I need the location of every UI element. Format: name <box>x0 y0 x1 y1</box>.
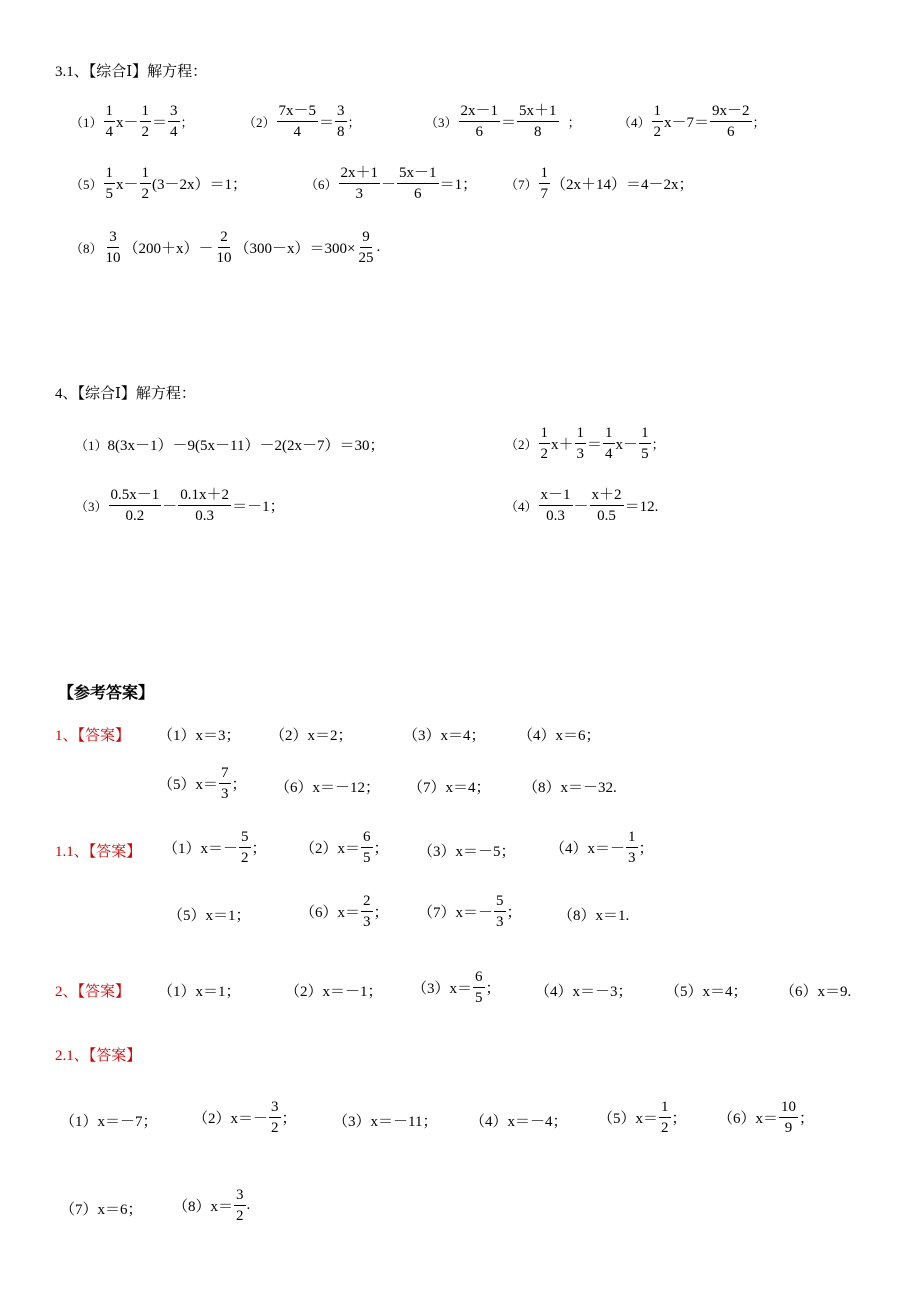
answer-2-4 <box>535 980 633 1001</box>
math-text: 2x－1 <box>459 102 501 122</box>
problem-3-1-4 <box>618 102 766 141</box>
fraction <box>517 102 559 141</box>
math-text: ； <box>251 841 267 857</box>
section-3-1-title <box>55 60 207 81</box>
fraction <box>357 228 376 267</box>
math-text: 1 <box>659 1098 671 1118</box>
math-text: （2）x＝ <box>300 841 361 857</box>
fraction <box>626 828 638 867</box>
problem-4-4 <box>505 486 658 525</box>
math-text: ； <box>231 777 247 793</box>
answer-1-5 <box>158 764 247 803</box>
answer-1-1 <box>158 724 241 745</box>
answer-1-1-3 <box>418 840 516 861</box>
fraction <box>494 892 506 931</box>
problem-3-1-8 <box>70 228 380 267</box>
answer-1-1-1 <box>163 828 267 867</box>
answer-2-tag <box>55 980 130 1001</box>
math-text: 0.2 <box>125 508 145 524</box>
math-text: （5）x＝4； <box>665 984 748 1000</box>
math-text: 5 <box>494 892 506 912</box>
math-text: （2）x＝2； <box>270 728 353 744</box>
answer-1-1-tag <box>55 840 141 861</box>
math-text: ； <box>347 115 361 130</box>
math-text: ； <box>567 115 581 130</box>
fraction <box>239 828 251 867</box>
math-text: （2x＋14）＝4－2x； <box>551 177 694 193</box>
math-text: （3）x＝－11； <box>333 1114 438 1130</box>
math-text: （1） <box>75 438 108 453</box>
math-text: 3 <box>628 850 636 866</box>
math-text: 5 <box>105 186 114 202</box>
math-text: （4）x＝6； <box>518 728 601 744</box>
math-text: 5 <box>475 990 483 1006</box>
fraction <box>104 228 123 267</box>
answer-2-3 <box>412 968 501 1007</box>
math-text: 0.5x－1 <box>109 486 162 506</box>
math-text: （2）x＝－1； <box>285 984 383 1000</box>
math-text: 1 <box>626 828 638 848</box>
math-text: （4）x＝－4； <box>470 1114 568 1130</box>
math-text: （4）x＝－3； <box>535 984 633 1000</box>
math-text: ＝12. <box>624 499 659 515</box>
fraction <box>140 102 152 141</box>
fraction <box>168 102 180 141</box>
answer-2-2 <box>285 980 383 1001</box>
math-text: － <box>381 177 397 193</box>
answers-title <box>58 680 154 703</box>
math-text: 2 <box>361 892 373 912</box>
answer-2-1-tag <box>55 1044 141 1065</box>
math-text: ＝－1； <box>232 499 285 515</box>
math-text: 2 <box>236 1208 244 1224</box>
fraction <box>473 968 485 1007</box>
math-text: 6 <box>414 186 422 202</box>
math-text: 2 <box>141 124 150 140</box>
math-text: （8）x＝1. <box>558 908 630 924</box>
math-text: 8(3x－1）－9(5x－11）－2(2x－7）＝30； <box>107 438 385 454</box>
fraction <box>215 228 234 267</box>
math-text: （2）x＝－ <box>193 1111 269 1127</box>
math-text: 2 <box>271 1120 279 1136</box>
math-text: 2.1、【答案】 <box>55 1048 142 1064</box>
answer-2-1-4 <box>470 1110 568 1131</box>
math-text: （5）x＝ <box>598 1111 659 1127</box>
math-text: 9 <box>784 1120 793 1136</box>
answer-2-6 <box>780 980 851 1001</box>
math-text: 1 <box>575 424 587 444</box>
math-text: （7）x＝6； <box>60 1202 143 1218</box>
math-text: － <box>162 499 178 515</box>
answer-2-1-5 <box>598 1098 687 1137</box>
math-text: ； <box>671 1111 687 1127</box>
problem-3-1-6 <box>305 164 477 203</box>
math-text: ； <box>651 437 665 452</box>
fraction <box>639 424 651 463</box>
math-text: 0.3 <box>195 508 215 524</box>
math-text: ＝ <box>587 437 603 453</box>
math-text: 4 <box>105 124 114 140</box>
math-text: 5 <box>239 828 251 848</box>
math-text: 3.1、【综合Ⅰ】解方程： <box>55 64 208 80</box>
math-text: （200＋x）－ <box>123 241 214 257</box>
math-text: 25 <box>358 250 374 266</box>
math-text: （6）x＝ <box>718 1111 779 1127</box>
fraction <box>710 102 752 141</box>
math-text: 1 <box>539 424 551 444</box>
math-text: 2 <box>540 446 549 462</box>
math-text: 3 <box>221 786 229 802</box>
answer-2-1-8 <box>173 1186 250 1225</box>
math-text: ； <box>485 981 501 997</box>
answer-2-1-2 <box>193 1098 297 1137</box>
math-text: （5）x＝ <box>158 777 219 793</box>
math-text: （6）x＝ <box>300 905 361 921</box>
math-text: 1 <box>104 164 116 184</box>
math-text: 1 <box>140 102 152 122</box>
math-text: x－7＝ <box>664 115 710 131</box>
problem-3-1-7 <box>505 164 694 203</box>
math-text: （2） <box>243 115 276 130</box>
math-text: 1 <box>603 424 615 444</box>
math-text: （300－x）＝300× <box>234 241 356 257</box>
math-text: 1 <box>539 164 551 184</box>
fraction <box>539 164 551 203</box>
math-text: 2x＋1 <box>339 164 381 184</box>
math-text: 7 <box>540 186 549 202</box>
fraction <box>104 164 116 203</box>
fraction <box>361 828 373 867</box>
math-text: 1.1、【答案】 <box>55 844 142 860</box>
math-text: 6 <box>473 968 485 988</box>
math-text: 3 <box>168 102 180 122</box>
math-text: （7） <box>505 177 538 192</box>
math-text: ； <box>281 1111 297 1127</box>
math-text: 3 <box>363 914 371 930</box>
math-text: 1 <box>652 102 664 122</box>
answer-1-1-4 <box>550 828 654 867</box>
fraction <box>219 764 231 803</box>
fraction <box>335 102 347 141</box>
fraction <box>603 424 615 463</box>
math-text: 7 <box>219 764 231 784</box>
math-text: 4 <box>605 446 613 462</box>
math-text: （1）x＝1； <box>158 984 241 1000</box>
math-text: （4） <box>505 499 538 514</box>
math-text: ＝ <box>152 115 168 131</box>
answer-1-6 <box>275 776 380 797</box>
math-text: 2 <box>218 228 230 248</box>
math-text: x－1 <box>539 486 573 506</box>
answer-1-7 <box>408 776 491 797</box>
math-text: x－ <box>615 437 639 453</box>
math-text: （1）x＝－7； <box>60 1114 158 1130</box>
math-text: 9x－2 <box>710 102 752 122</box>
math-text: 6 <box>475 124 484 140</box>
math-text: 10 <box>779 1098 798 1118</box>
math-text: 5x＋1 <box>517 102 559 122</box>
math-text: 6 <box>727 124 735 140</box>
math-text: x－ <box>116 115 139 131</box>
math-text: （6）x＝9. <box>780 984 852 1000</box>
problem-3-1-5 <box>70 164 247 203</box>
math-text: 2、【答案】 <box>55 984 131 1000</box>
math-text: 0.1x＋2 <box>178 486 231 506</box>
math-text: （7）x＝－ <box>418 905 494 921</box>
fraction <box>234 1186 246 1225</box>
math-text: 5 <box>363 850 371 866</box>
math-text: （2） <box>505 437 538 452</box>
math-text: ； <box>180 115 194 130</box>
math-text: ； <box>799 1111 815 1127</box>
fraction <box>539 424 551 463</box>
answer-2-5 <box>665 980 748 1001</box>
math-text: 0.5 <box>597 508 616 524</box>
math-text: 3 <box>335 102 347 122</box>
math-text: ＝1； <box>439 177 478 193</box>
math-text: （5） <box>70 177 103 192</box>
problem-3-1-1 <box>70 102 194 141</box>
fraction <box>397 164 439 203</box>
fraction <box>104 102 116 141</box>
math-text: 3 <box>496 914 504 930</box>
math-text: （1）x＝3； <box>158 728 241 744</box>
math-text: （6） <box>305 177 338 192</box>
answer-1-1-5 <box>168 904 251 925</box>
problem-4-1 <box>75 434 384 455</box>
answer-1-3 <box>403 724 486 745</box>
answer-1-4 <box>518 724 601 745</box>
answer-1-tag <box>55 724 130 745</box>
fraction <box>140 164 152 203</box>
answer-1-2 <box>270 724 353 745</box>
fraction <box>178 486 231 525</box>
math-text: x＋2 <box>590 486 624 506</box>
math-text: . <box>246 1197 251 1213</box>
math-text: ； <box>373 841 389 857</box>
math-text: ； <box>752 115 766 130</box>
math-text: （8） <box>70 241 103 256</box>
answer-2-1-7 <box>60 1198 143 1219</box>
math-text: ＝ <box>501 115 517 131</box>
answer-1-1-7 <box>418 892 522 931</box>
problem-3-1-2 <box>243 102 361 141</box>
math-text: 4、【综合Ⅰ】解方程： <box>55 386 196 402</box>
math-text: （5）x＝1； <box>168 908 251 924</box>
answer-2-1-3 <box>333 1110 437 1131</box>
math-text: （3）x＝－5； <box>418 844 516 860</box>
math-text: 1 <box>104 102 116 122</box>
answer-1-1-6 <box>300 892 389 931</box>
math-text: （8）x＝－32. <box>523 780 617 796</box>
fraction <box>277 102 319 141</box>
math-text: ； <box>373 905 389 921</box>
math-text: （3）x＝4； <box>403 728 486 744</box>
math-text: （7）x＝4； <box>408 780 491 796</box>
answer-1-1-2 <box>300 828 389 867</box>
math-text: 10 <box>216 250 232 266</box>
problem-3-1-3 <box>425 102 581 141</box>
fraction <box>339 164 381 203</box>
math-text: 1 <box>639 424 651 444</box>
math-text: 10 <box>105 250 121 266</box>
math-text: 3 <box>234 1186 246 1206</box>
fraction <box>659 1098 671 1137</box>
answer-1-8 <box>523 776 617 797</box>
math-text: x－ <box>116 177 139 193</box>
math-text: （3）x＝ <box>412 981 473 997</box>
math-text: 8 <box>534 124 542 140</box>
math-text: （4） <box>618 115 651 130</box>
math-text: ； <box>506 905 522 921</box>
math-text: 8 <box>337 124 345 140</box>
math-text: 5 <box>641 446 649 462</box>
fraction <box>109 486 162 525</box>
math-text: 3 <box>269 1098 281 1118</box>
fraction <box>779 1098 798 1137</box>
math-text: （8）x＝ <box>173 1199 234 1215</box>
math-text: 2 <box>141 186 150 202</box>
math-text: （4）x＝－ <box>550 841 626 857</box>
math-text: 3 <box>576 446 585 462</box>
math-text: 6 <box>361 828 373 848</box>
math-text: ＝ <box>319 115 335 131</box>
answer-1-1-8 <box>558 904 629 925</box>
answer-2-1-6 <box>718 1098 814 1137</box>
math-text: 2 <box>661 1120 669 1136</box>
math-text: － <box>573 499 589 515</box>
fraction <box>652 102 664 141</box>
math-text: 1 <box>140 164 152 184</box>
math-text: ； <box>638 841 654 857</box>
problem-4-3 <box>75 486 285 525</box>
math-text: 4 <box>170 124 178 140</box>
fraction <box>361 892 373 931</box>
section-4-title <box>55 382 196 403</box>
answer-2-1-1 <box>60 1110 158 1131</box>
fraction <box>575 424 587 463</box>
math-text: （6）x＝－12； <box>275 780 381 796</box>
answer-2-1 <box>158 980 241 1001</box>
fraction <box>590 486 624 525</box>
fraction <box>459 102 501 141</box>
math-text: (3－2x）＝1； <box>152 177 248 193</box>
math-text: . <box>376 239 381 255</box>
math-text: 【参考答案】 <box>58 685 155 702</box>
math-text: 4 <box>293 124 302 140</box>
math-text: 3 <box>107 228 119 248</box>
math-text: x＋ <box>551 437 574 453</box>
math-text: 1、【答案】 <box>55 728 131 744</box>
math-text: 2 <box>241 850 249 866</box>
math-text: 0.3 <box>546 508 565 524</box>
fraction <box>269 1098 281 1137</box>
math-text: （3） <box>425 115 458 130</box>
math-text: 9 <box>360 228 372 248</box>
problem-4-2 <box>505 424 665 463</box>
math-text: （1）x＝－ <box>163 841 239 857</box>
math-text: （1） <box>70 115 103 130</box>
math-text: 7x－5 <box>277 102 319 122</box>
math-text: 2 <box>653 124 662 140</box>
math-text: （3） <box>75 499 108 514</box>
fraction <box>539 486 573 525</box>
math-text: 5x－1 <box>397 164 439 184</box>
math-text: 3 <box>355 186 364 202</box>
